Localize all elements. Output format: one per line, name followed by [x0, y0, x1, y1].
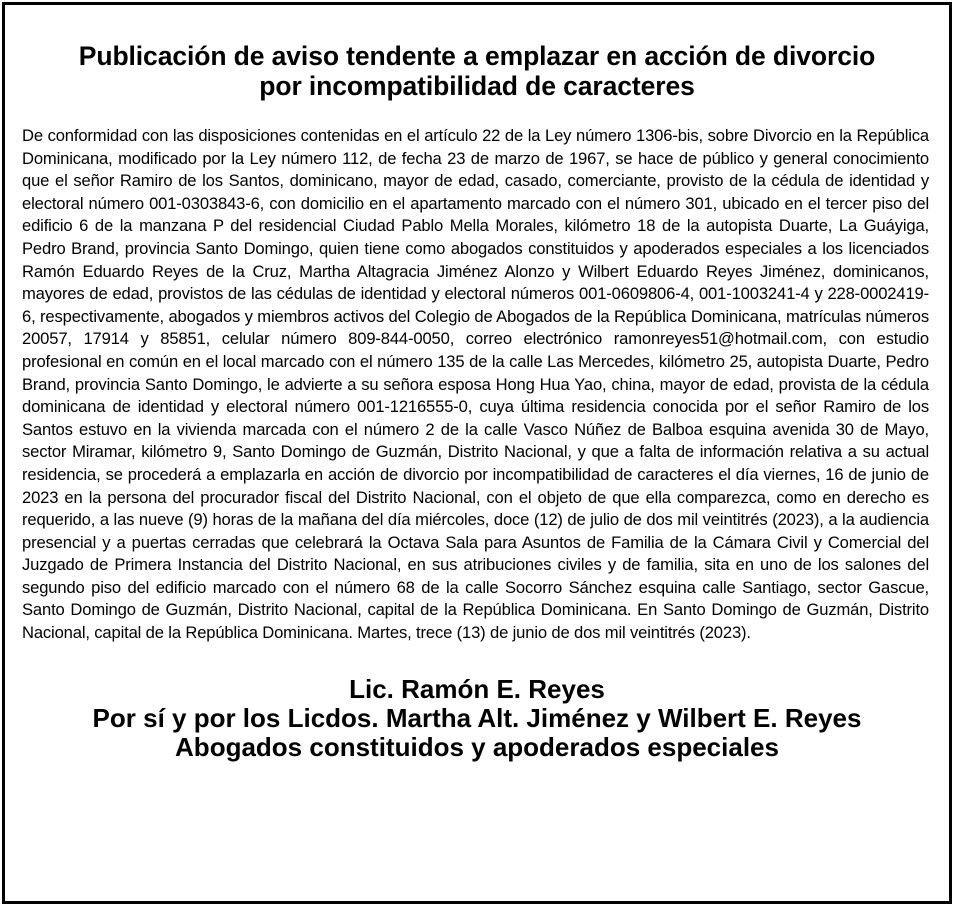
- signature-line-2: Por sí y por los Licdos. Martha Alt. Jiménez y Wilbert E. Reyes: [92, 702, 862, 733]
- notice-body: De conformidad con las disposiciones contenidas en el artículo 22 de la Ley número 1306-bis, sobre Divorcio en la República Dominicana, modificado por la Ley número 112, de fecha 23 de marzo de 1967, se hace de público y general conocimiento que el señor Ramiro de los Santos, dominicano, mayor de edad, casado, comerciante, provisto de la cédula de identidad y electoral número 001-0303843-6, con domicilio en el apartamento marcado con el número 301, ubicado en el tercer piso del edificio 6 de la manzana P del residencial Ciudad Pablo Mella Morales, kilómetro 18 de la autopista Duarte, La Guáyiga, Pedro Brand, provincia Santo Domingo, quien tiene como abogados constituidos y apoderados especiales a los licenciados Ramón Eduardo Reyes de la Cruz, Martha Altagracia Jiménez Alonzo y Wilbert Eduardo Reyes Jiménez, dominicanos, mayores de edad, provistos de las cédulas de identidad y electoral números 001-0609806-4, 001-1003241-4 y 228-0002419-6, respectivamente, abogados y miembros activos del Colegio de Abogados de la República Dominicana, matrículas números 20057, 17914 y 85851, celular número 809-844-0050, correo electrónico ramonreyes51@hotmail.com, con estudio profesional en común en el local marcado con el número 135 de la calle Las Mercedes, kilómetro 25, autopista Duarte, Pedro Brand, provincia Santo Domingo, le advierte a su señora esposa Hong Hua Yao, china, mayor de edad, provista de la cédula dominicana de identidad y electoral número 001-1216555-0, cuya última residencia conocida por el señor Ramiro de los Santos estuvo en la vivienda marcada con el número 2 de la calle Vasco Núñez de Balboa esquina avenida 30 de Mayo, sector Miramar, kilómetro 9, Santo Domingo de Guzmán, Distrito Nacional, y que a falta de información relativa a su actual residencia, se procederá a emplazarla en acción de divorcio por incompatibilidad de caracteres el día viernes, 16 de junio de 2023 en la persona del procurador fiscal del Distrito Nacional, con el objeto de que ella comparezca, como en derecho es requerido, a las nueve (9) horas de la mañana del día miércoles, doce (12) de julio de dos mil veintitrés (2023), a la audiencia presencial y a puertas cerradas que celebrará la Octava Sala para Asuntos de Familia de la Cámara Civil y Comercial del Juzgado de Primera Instancia del Distrito Nacional, en sus atribuciones civiles y de familia, sita en uno de los salones del segundo piso del edificio marcado con el número 68 de la calle Socorro Sánchez esquina calle Santiago, sector Gascue, Santo Domingo de Guzmán, Distrito Nacional, capital de la República Dominicana. En Santo Domingo de Guzmán, Distrito Nacional, capital de la República Dominicana. Martes, trece (13) de junio de dos mil veintitrés (2023).: [22, 126, 929, 643]
- notice-title-line-2: por incompatibilidad de caracteres: [259, 71, 695, 101]
- signature-block: [5, 675, 949, 762]
- signature-line-3: Abogados constituidos y apoderados especiales: [175, 731, 779, 762]
- legal-notice: [2, 2, 952, 904]
- signature-name: Lic. Ramón E. Reyes: [349, 673, 605, 704]
- notice-title: [5, 41, 949, 101]
- notice-title-line-1: Publicación de aviso tendente a emplazar en acción de divorcio: [78, 41, 876, 71]
